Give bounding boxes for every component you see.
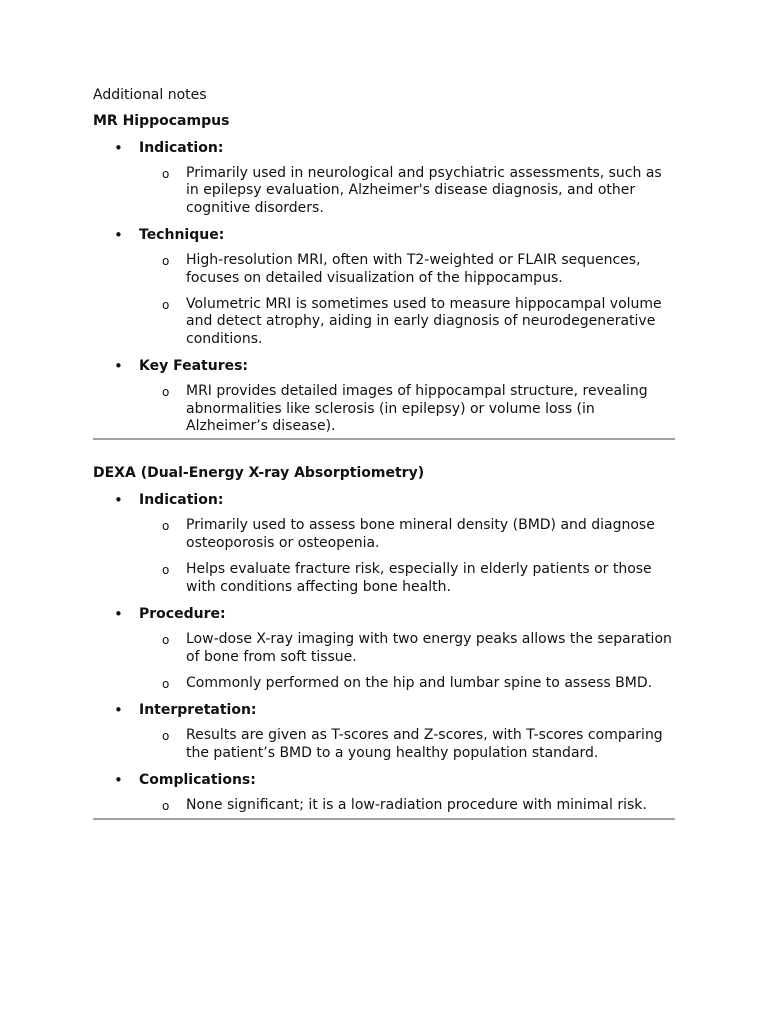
bullet-interpretation [93,701,675,762]
sub-bullet-text: Low-dose X-ray imaging with two energy peaks allows the separation of bone from soft tissue. [186,631,672,665]
bullet-dot-icon: • [114,226,123,245]
section-title: DEXA (Dual-Energy X-ray Absorptiometry) [93,465,425,482]
bullet-heading: Key Features: [139,358,249,375]
circle-bullet-icon: o [162,254,170,269]
bullet-list [93,491,675,814]
bullet-heading: Complications: [139,772,256,789]
circle-bullet-icon: o [162,633,170,648]
sub-bullet-list [139,631,675,692]
circle-bullet-icon: o [162,385,170,400]
bullet-heading: Interpretation: [139,702,257,719]
sub-bullet-item [139,165,675,217]
sub-bullet-text: Commonly performed on the hip and lumbar spine to assess BMD. [186,674,653,691]
sub-bullet-list [139,165,675,217]
sub-bullet-text: High-resolution MRI, often with T2-weighted or FLAIR sequences, focuses on detailed visualization of the hippocampus. [186,252,641,286]
sub-bullet-text: Results are given as T-scores and Z-scores, with T-scores comparing the patient’s BMD to a young healthy population standard. [186,727,663,761]
bullet-key-features [93,357,675,435]
bullet-dot-icon: • [114,701,123,720]
circle-bullet-icon: o [162,676,170,691]
bullet-dot-icon: • [114,605,123,624]
sub-bullet-item [139,296,675,348]
circle-bullet-icon: o [162,167,170,181]
bullet-heading: Procedure: [139,606,226,623]
sub-bullet-item [139,631,675,666]
sub-bullet-item [139,727,675,762]
sub-bullet-list [139,517,675,596]
sub-bullet-text: None significant; it is a low-radiation procedure with minimal risk. [186,797,647,814]
sub-bullet-text: Primarily used in neurological and psychiatric assessments, such as in epilepsy evaluation, Alzheimer's disease diagnosis, and other cognitive disorders. [186,165,662,216]
bullet-dot-icon: • [114,139,123,157]
section-dexa [93,464,675,819]
circle-bullet-icon: o [162,799,170,814]
section-title: MR Hippocampus [93,113,230,129]
circle-bullet-icon: o [162,563,170,578]
circle-bullet-icon: o [162,298,170,313]
sub-bullet-item [139,675,675,692]
bullet-indication [93,491,675,596]
sub-bullet-item [139,517,675,552]
circle-bullet-icon: o [162,729,170,744]
sub-bullet-text: MRI provides detailed images of hippocampal structure, revealing abnormalities like sclerosis (in epilepsy) or volume loss (in Alzheimer’s disease). [186,383,648,435]
bullet-heading: Technique: [139,227,225,244]
sub-bullet-text: Volumetric MRI is sometimes used to measure hippocampal volume and detect atrophy, aiding in early diagnosis of neurodegenerative conditions. [186,296,662,347]
sub-bullet-text: Helps evaluate fracture risk, especially in elderly patients or those with conditions affecting bone health. [186,561,652,595]
bullet-list [93,139,675,435]
sub-bullet-list [139,252,675,348]
bullet-procedure [93,605,675,692]
bullet-technique [93,226,675,348]
section-divider [93,438,675,440]
bullet-dot-icon: • [114,357,123,376]
sub-bullet-text: Primarily used to assess bone mineral density (BMD) and diagnose osteoporosis or osteopenia. [186,517,655,551]
sub-bullet-list [139,727,675,762]
sub-bullet-item [139,383,675,435]
section-mr-hippocampus [93,112,675,440]
bullet-heading: Indication: [139,140,224,156]
bullet-dot-icon: • [114,771,123,790]
sub-bullet-item [139,561,675,596]
bullet-complications [93,771,675,814]
sub-bullet-item [139,797,675,814]
section-divider [93,818,675,820]
sub-bullet-item [139,252,675,287]
document-title: Additional notes [93,87,207,103]
document-page [93,86,675,820]
bullet-indication [93,139,675,217]
bullet-heading: Indication: [139,492,224,509]
circle-bullet-icon: o [162,519,170,534]
sub-bullet-list [139,797,675,814]
sub-bullet-list [139,383,675,435]
bullet-dot-icon: • [114,491,123,510]
